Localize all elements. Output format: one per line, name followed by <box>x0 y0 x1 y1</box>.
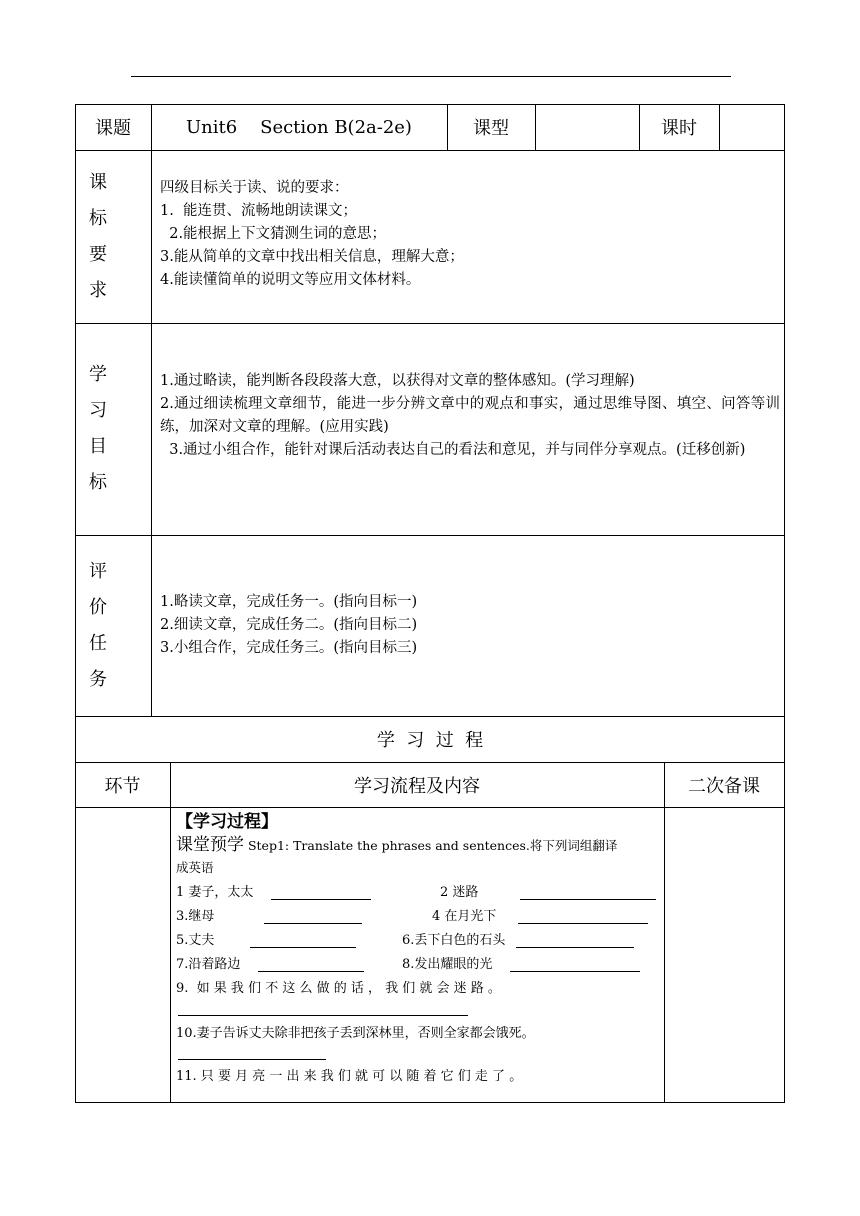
topic-value: Unit6 Section B(2a-2e) <box>186 116 412 138</box>
answer-blank[interactable] <box>178 1045 326 1060</box>
standards-line: 四级目标关于读、说的要求： <box>160 180 349 196</box>
period-value[interactable] <box>719 104 784 150</box>
tasks-label-a: 评 价 <box>89 560 121 618</box>
tasks-line: 1.略读文章，完成任务一。(指向目标一) <box>160 594 418 610</box>
tasks-line: 2.细读文章，完成任务二。(指向目标二) <box>160 617 418 633</box>
preview-label: 课堂预学 <box>176 835 244 855</box>
answer-blank[interactable] <box>510 957 640 972</box>
goals-line: 1.通过略读，能判断各段段落大意，以获得对文章的整体感知。(学习理解) <box>160 373 635 389</box>
answer-blank[interactable] <box>258 957 364 972</box>
row-divider <box>75 150 785 151</box>
standards-label <box>75 150 151 323</box>
goals-line: 3.通过小组合作，能针对课后活动表达自己的看法和意见，并与同伴分享观点。(迁移创新) <box>160 442 746 458</box>
tasks-label-b: 任 务 <box>89 632 121 690</box>
row-divider <box>75 535 785 536</box>
exercise-item: 5.丈夫 <box>176 933 215 948</box>
step1-instruction: Step1: Translate the phrases and sentences.将下列词组翻译 <box>244 838 618 853</box>
answer-blank[interactable] <box>250 933 356 948</box>
standards-line: 2.能根据上下文猜测生词的意思； <box>160 226 387 242</box>
exercise-item: 6.丢下白色的石头 <box>402 933 506 948</box>
standards-line: 1. 能连贯、流畅地朗读课文； <box>160 203 358 219</box>
answer-line-row <box>176 1001 658 1021</box>
row-divider <box>75 807 785 808</box>
content-cell <box>176 810 658 1100</box>
sentence-11: 11. 只 要 月 亮 一 出 来 我 们 就 可 以 随 着 它 们 走 了 。 <box>176 1069 523 1084</box>
col-divider <box>151 104 152 716</box>
answer-blank[interactable] <box>516 933 634 948</box>
col-divider <box>170 762 171 1102</box>
answer-blank[interactable] <box>264 909 362 924</box>
label-period: 课时 <box>661 118 697 139</box>
step1-instruction-cont: 成英语 <box>176 860 214 875</box>
goals-label-a: 学 习 <box>89 364 121 421</box>
row-divider <box>75 323 785 324</box>
header-rule <box>131 76 731 77</box>
goals-label-b: 目 标 <box>89 436 121 493</box>
goals-label <box>75 323 151 535</box>
exercise-item: 1 妻子，太太 <box>176 885 254 900</box>
answer-line-row <box>176 1047 658 1065</box>
label-topic: 课题 <box>95 118 131 139</box>
process-title: 学 习 过 程 <box>376 730 484 751</box>
answer-blank[interactable] <box>178 1001 468 1016</box>
exercise-row <box>176 953 658 977</box>
exercise-row <box>176 905 658 929</box>
exercise-item: 3.继母 <box>176 909 215 924</box>
standards-label-a: 课 标 <box>89 171 121 229</box>
tasks-text <box>160 591 780 660</box>
sentence-10: 10.妻子告诉丈夫除非把孩子丢到深林里，否则全家都会饿死。 <box>176 1026 535 1041</box>
section-heading: 【学习过程】 <box>176 812 278 832</box>
label-type: 课型 <box>473 118 509 139</box>
standards-label-b: 要 求 <box>89 243 121 301</box>
exercise-item: 7.沿着路边 <box>176 957 241 972</box>
col-stage-header: 环节 <box>104 775 141 797</box>
tasks-line: 3.小组合作，完成任务三。(指向目标三) <box>160 640 418 656</box>
exercise-item: 8.发出耀眼的光 <box>402 957 493 972</box>
step1-line <box>176 834 658 857</box>
col-divider <box>664 762 665 1102</box>
table-border-right <box>784 104 785 1102</box>
exercise-item: 2 迷路 <box>440 885 479 900</box>
table-border-bottom <box>75 1102 785 1103</box>
answer-blank[interactable] <box>271 885 371 900</box>
goals-line: 2.通过细读梳理文章细节，能进一步分辨文章中的观点和事实，通过思维导图、填空、问答等训练，加深对文章的理解。(应用实践) <box>160 396 780 435</box>
sentence-9: 9. 如 果 我 们 不 这 么 做 的 话 ， 我 们 就 会 迷 路 。 <box>176 981 501 996</box>
goals-text <box>160 370 780 462</box>
type-value[interactable] <box>535 104 639 150</box>
standards-line: 3.能从简单的文章中找出相关信息，理解大意； <box>160 249 464 265</box>
standards-text <box>160 177 780 292</box>
col-content-header: 学习流程及内容 <box>354 775 480 797</box>
standards-line: 4.能读懂简单的说明文等应用文体材料。 <box>160 272 421 288</box>
answer-blank[interactable] <box>520 885 656 900</box>
exercise-row <box>176 929 658 953</box>
exercise-row <box>176 881 658 905</box>
tasks-label <box>75 535 151 716</box>
col-second-header: 二次备课 <box>688 775 760 797</box>
answer-blank[interactable] <box>518 909 648 924</box>
exercise-item: 4 在月光下 <box>432 909 497 924</box>
